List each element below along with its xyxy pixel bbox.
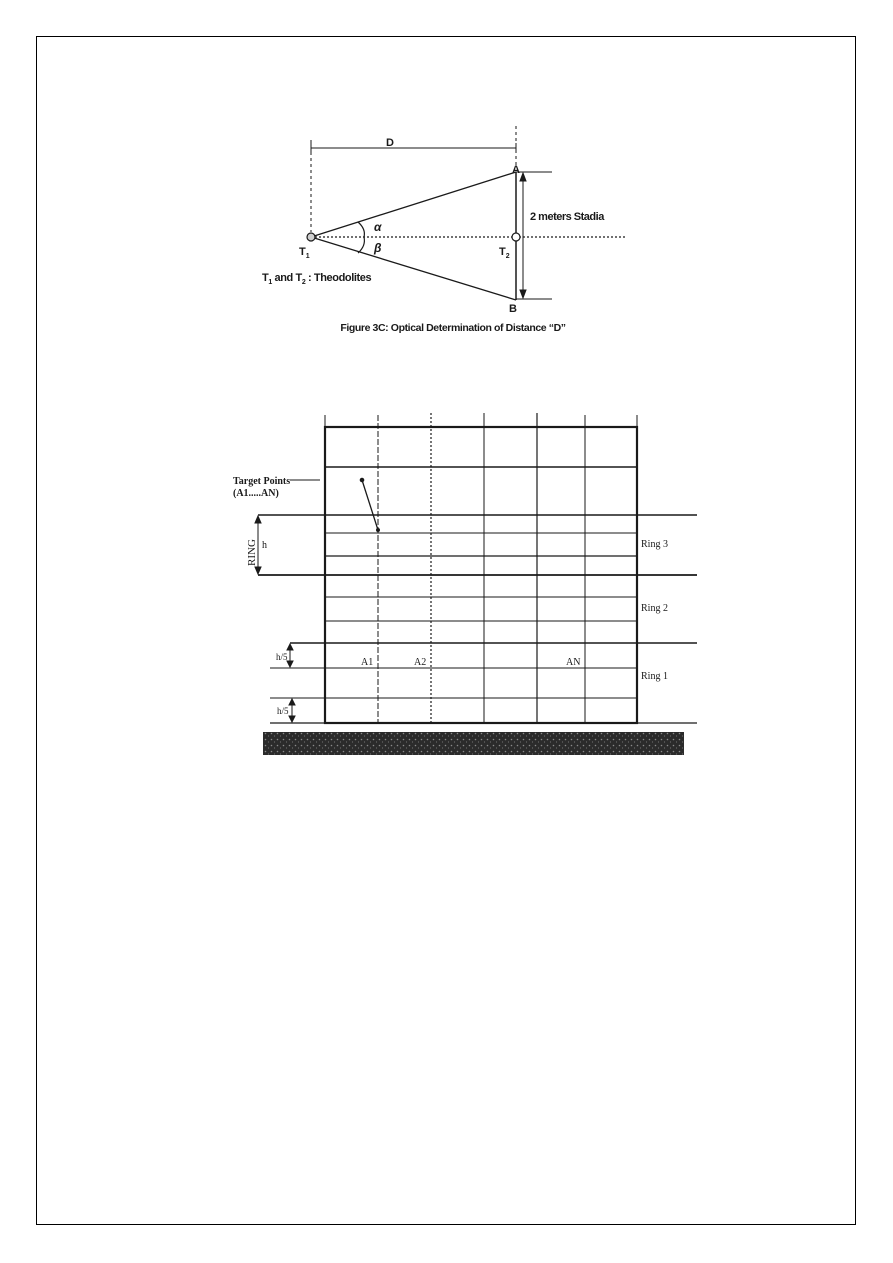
alpha-arc [358, 222, 364, 237]
h5-lower-label: h/5 [277, 706, 289, 716]
target-point-marker [360, 478, 364, 482]
theodolite-t1 [307, 233, 315, 241]
h5-lower-arrow-bottom [289, 716, 295, 722]
target-leader-diagonal [362, 480, 378, 530]
figure-caption: Figure 3C: Optical Determination of Distance “D” [340, 322, 566, 334]
h-label: h [262, 540, 267, 551]
ground-foundation [263, 732, 684, 755]
h5-upper-arrow-bottom [287, 661, 293, 667]
sight-line-b [311, 237, 516, 300]
target-point-end [377, 529, 380, 532]
sight-line-a [311, 172, 516, 237]
point-a1-label: A1 [361, 657, 374, 668]
point-a2-label: A2 [414, 657, 427, 668]
target-points-label: Target Points [233, 476, 291, 487]
stadia-label: 2 meters Stadia [530, 211, 604, 223]
stadia-arrow-top [520, 173, 526, 181]
h5-upper-label: h/5 [276, 652, 288, 662]
ring-arrow-top [255, 516, 261, 523]
theodolite-t2 [512, 233, 520, 241]
h5-upper-arrow-top [287, 644, 293, 650]
point-a-label: A [512, 164, 520, 176]
figure2-labels [233, 476, 668, 716]
ring2-label: Ring 2 [641, 603, 668, 614]
point-an-label: AN [566, 657, 581, 668]
ring-arrow-bottom [255, 567, 261, 574]
figure-target-grid [255, 413, 697, 755]
ring-label: RING [246, 539, 258, 566]
d-label: D [386, 137, 394, 149]
ring3-label: Ring 3 [641, 539, 668, 550]
target-range-label: (A1.....AN) [233, 488, 279, 499]
alpha-label: α [374, 220, 382, 234]
h5-lower-arrow-top [289, 699, 295, 705]
ring1-label: Ring 1 [641, 671, 668, 682]
beta-arc [358, 237, 364, 253]
stadia-arrow-bottom [520, 290, 526, 298]
t2-label: $T_2$ [499, 246, 510, 260]
point-b-label: B [509, 303, 517, 315]
beta-label: β [374, 241, 382, 255]
theodolites-legend: $T_1$ and $T_2$ : Theodolites [262, 272, 372, 286]
t1-label: $T_1$ [299, 246, 310, 260]
